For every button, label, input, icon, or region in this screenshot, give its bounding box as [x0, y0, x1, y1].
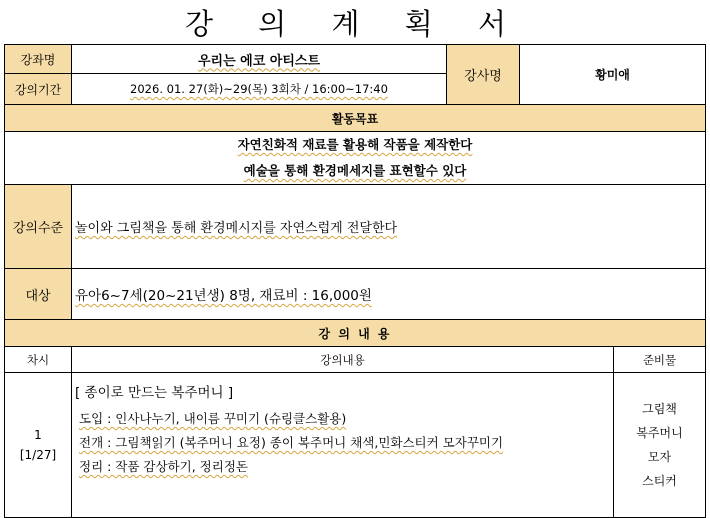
instructor-label: 강사명 [447, 45, 520, 105]
material-item: 복주머니 [636, 426, 683, 440]
session-content-cell [72, 373, 614, 518]
target-value [72, 269, 706, 320]
session-step: 도입 : 인사나누기, 내이름 꾸미기 (슈링클스활용) [79, 411, 347, 426]
session-number: 1 [34, 428, 42, 442]
session-step: 전개 : 그림책읽기 (복주머니 요정) 종이 복주머니 채색,민화스티커 모자꾸미기 [79, 435, 504, 450]
level-label: 강의수준 [5, 185, 72, 269]
course-name-text: 우리는 에코 아티스트 [197, 53, 321, 69]
level-value-text: 놀이와 그림책을 통해 환경메시지를 자연스럽게 전달한다 [75, 221, 398, 236]
goal-line: 자연친화적 재료를 활용해 작품을 제작한다 [237, 137, 473, 152]
target-value-text: 유아6~7세(20~21년생) 8명, 재료비 : 16,000원 [75, 288, 372, 304]
document-title: 강 의 계 획 서 [185, 6, 524, 41]
instructor-name: 황미애 [520, 45, 706, 105]
course-name [72, 45, 447, 74]
session-step: 정리 : 작품 감상하기, 정리정돈 [79, 459, 248, 474]
level-value [72, 185, 706, 269]
lesson-plan-table [4, 44, 706, 518]
material-item: 스티커 [642, 474, 677, 488]
lecture-header: 강 의 내 용 [5, 320, 706, 347]
session-number-cell [5, 373, 72, 518]
goals-header: 활동목표 [5, 105, 706, 132]
goal-line: 예술을 통해 환경메세지를 표현할수 있다 [243, 163, 467, 178]
period-value [72, 74, 447, 105]
column-materials: 준비물 [614, 347, 706, 373]
column-session: 차시 [5, 347, 72, 373]
period-label: 강의기간 [5, 74, 72, 105]
session-materials-cell [614, 373, 706, 518]
column-content: 강의내용 [72, 347, 614, 373]
material-item: 그림책 [642, 402, 677, 416]
period-value-text: 2026. 01. 27(화)~29(목) 3회차 / 16:00~17:40 [130, 82, 388, 96]
material-item: 모자 [647, 450, 672, 464]
session-date: [1/27] [19, 448, 57, 462]
goals-content [5, 132, 706, 185]
session-heading: [ 종이로 만드는 복주머니 ] [75, 385, 234, 401]
lesson-plan-sheet [4, 0, 705, 513]
course-label: 강좌명 [5, 45, 72, 74]
target-label: 대상 [5, 269, 72, 320]
